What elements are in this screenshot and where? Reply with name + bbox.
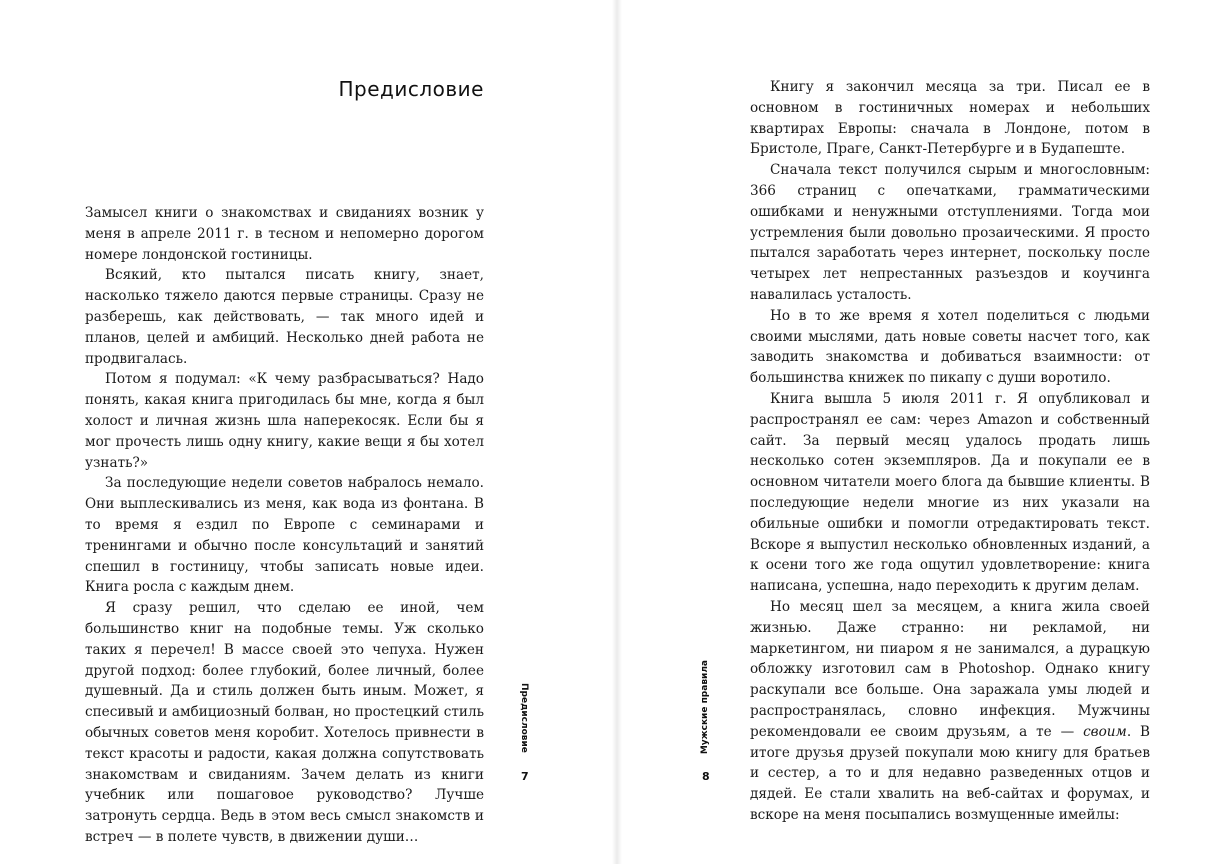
paragraph: Потом я подумал: «К чему разбрасываться? Надо понять, какая книга пригодилась бы мне, когда я был холост и личная жизнь шла наперекосяк. Если бы я мог прочесть лишь одну книгу, какие вещи я бы хотел узнать?» [85, 371, 484, 471]
paragraph: Книгу я закончил месяца за три. Писал ее в основном в гостиничных номерах и небольших квартирах Европы: сначала в Лондоне, потом в Бристоле, Праге, Санкт-Петербурге и в Будапеште. [750, 79, 1150, 158]
paragraph: Книга вышла 5 июля 2011 г. Я опубликовал и распространял ее сам: через Amazon и собственный сайт. За первый месяц удалось продать лишь несколько сотен экземпляров. Да и покупали ее в основном читатели моего блога да бывшие клиенты. В последующие недели многие из них указали на обильные ошибки и помогли отредактировать текст. Вскоре я выпустил несколько обновленных изданий, а к осени того же года ощутил удовлетворение: книга написана, успешна, надо переходить к другим делам. [750, 390, 1150, 595]
page-number-left: 7 [521, 770, 529, 783]
paragraph: Замысел книги о знакомствах и свиданиях возник у меня в апреле 2011 г. в тесном и непомерно дорогом номере лондонской гостиницы. [85, 205, 484, 263]
left-page-body [85, 203, 484, 848]
running-header-left: Предисловие [519, 683, 529, 753]
paragraph: Я сразу решил, что сделаю ее иной, чем большинство книг на подобные темы. Уж сколько таких я перечел! В массе своей это чепуха. Нужен другой подход: более глубокий, более личный, более душевный. Да и стиль должен быть иным. Может, я спесивый и амбициозный болван, но простецкий стиль обычных советов меня коробит. Хотелось привнести в текст красоты и радости, какая должна сопутствовать знакомствам и свиданиям. Зачем делать из книги учебник или пошаговое руководство? Лучше затронуть сердца. Ведь в этом весь смысл знакомств и встреч — в полете чувств, в движении души… [85, 600, 484, 845]
paragraph: Сначала текст получился сырым и многословным: 366 страниц с опечатками, грамматическими ошибками и ненужными отступлениями. Тогда мои устремления были довольно прозаическими. Я просто пытался заработать через интернет, поскольку после четырех лет непрестанных разъездов и коучинга навалилась усталость. [750, 162, 1150, 303]
page-number-right: 8 [702, 770, 710, 783]
emphasized-text: своим [1083, 723, 1127, 740]
paragraph: Но в то же время я хотел поделиться с людьми своими мыслями, дать новые советы насчет того, как заводить знакомства и добиваться взаимности: от большинства книжек по пикапу с души воротило. [750, 307, 1150, 387]
paragraph [750, 597, 1150, 826]
running-header-right: Мужские правила [700, 660, 710, 755]
paragraph: За последующие недели советов набралось немало. Они выплескивались из меня, как вода из фонтана. В то время я ездил по Европе с семинарами и тренингами и обычно после консультаций и занятий спешил в гостиницу, чтобы записать новые идеи. Книга росла с каждым днем. [85, 475, 484, 596]
paragraph: Всякий, кто пытался писать книгу, знает, насколько тяжело даются первые страницы. Сразу не разберешь, как действовать, — так много идей и планов, целей и амбиций. Несколько дней работа не продвигалась. [85, 267, 484, 367]
text-run: . В итоге друзья друзей покупали мою книгу для братьев и сестер, а то и для недавно разведенных отцов и дядей. Ее стали хвалить на веб-сайтах и форумах, и вскоре на меня посыпались возмущенные имейлы: [750, 723, 1151, 823]
chapter-title: Предисловие [338, 77, 484, 101]
book-gutter [612, 0, 622, 864]
left-page [0, 0, 612, 864]
right-page [622, 0, 1232, 864]
right-page-body [750, 77, 1150, 826]
text-run: Но месяц шел за месяцем, а книга жила своей жизнью. Даже странно: ни рекламой, ни маркетингом, ни пиаром я не занимался, а дурацкую обложку изготовил сам в Photoshop. Однако книгу раскупали все больше. Она заражала умы людей и распространялась, словно инфекция. Мужчины рекомендовали ее своим друзьям, а те — [750, 598, 1150, 740]
